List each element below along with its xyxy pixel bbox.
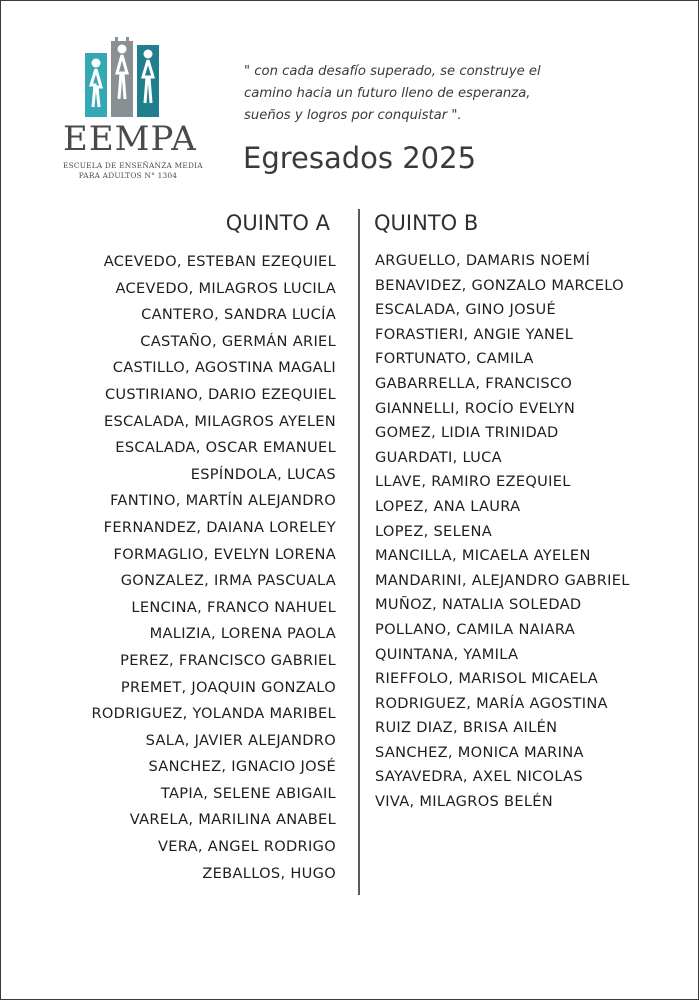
list-item: RODRIGUEZ, MARÍA AGOSTINA [375, 694, 608, 712]
list-item: GUARDATI, LUCA [375, 448, 502, 466]
list-item: LOPEZ, ANA LAURA [375, 497, 521, 515]
page-title: Egresados 2025 [243, 141, 477, 175]
list-item: VARELA, MARILINA ANABEL [129, 811, 336, 829]
list-item: CASTAÑO, GERMÁN ARIEL [140, 332, 336, 350]
list-item: RODRIGUEZ, YOLANDA MARIBEL [91, 705, 336, 723]
list-item: FORTUNATO, CAMILA [375, 350, 534, 368]
list-item: BENAVIDEZ, GONZALO MARCELO [375, 276, 624, 294]
list-item: POLLANO, CAMILA NAIARA [375, 620, 576, 638]
list-item: GOMEZ, LIDIA TRINIDAD [375, 424, 559, 442]
list-item: ESCALADA, OSCAR EMANUEL [115, 439, 336, 457]
list-item: RUIZ DIAZ, BRISA AILÉN [375, 719, 558, 737]
school-logo [63, 37, 203, 187]
list-item: LOPEZ, SELENA [375, 522, 493, 540]
list-item: CANTERO, SANDRA LUCÍA [141, 306, 336, 324]
list-item: PREMET, JOAQUIN GONZALO [120, 678, 336, 696]
logo-subtitle-line1: ESCUELA DE ENSEÑANZA MEDIA [63, 161, 203, 170]
quote-line2: camino hacia un futuro lleno de esperanza, [244, 86, 531, 101]
list-item: GIANNELLI, ROCÍO EVELYN [375, 399, 576, 417]
list-item: RIEFFOLO, MARISOL MICAELA [375, 670, 599, 688]
list-item: MUÑOZ, NATALIA SOLEDAD [375, 596, 582, 614]
list-item: TAPIA, SELENE ABIGAIL [160, 784, 336, 802]
list-item: VERA, ANGEL RODRIGO [157, 838, 336, 856]
list-item: FORASTIERI, ANGIE YANEL [375, 325, 574, 343]
list-item: CASTILLO, AGOSTINA MAGALI [112, 359, 336, 377]
list-item: LLAVE, RAMIRO EZEQUIEL [375, 473, 571, 491]
list-item: GONZALEZ, IRMA PASCUALA [120, 572, 336, 590]
list-item: MANDARINI, ALEJANDRO GABRIEL [375, 571, 630, 589]
quote-line1: " con cada desafío superado, se construye el [244, 64, 541, 79]
list-item: ZEBALLOS, HUGO [202, 864, 336, 882]
quote [244, 61, 564, 127]
list-item: VIVA, MILAGROS BELÉN [375, 793, 554, 811]
column-divider [358, 209, 360, 895]
list-item: SAYAVEDRA, AXEL NICOLAS [375, 768, 583, 786]
list-item: FERNANDEZ, DAIANA LORELEY [103, 518, 336, 536]
list-item: ESCALADA, MILAGROS AYELEN [103, 412, 336, 430]
list-item: QUINTANA, YAMILA [375, 645, 519, 663]
logo-subtitle-line2: PARA ADULTOS N° 1304 [78, 171, 178, 180]
list-item: MALIZIA, LORENA PAOLA [149, 625, 336, 643]
list-item: SANCHEZ, MONICA MARINA [375, 743, 584, 761]
list-item: ACEVEDO, MILAGROS LUCILA [115, 279, 336, 297]
list-item: ESCALADA, GINO JOSUÉ [375, 301, 556, 319]
quote-line3: sueños y logros por conquistar ". [244, 108, 462, 123]
figures-icon [83, 37, 173, 119]
logo-name: EEMPA [63, 119, 197, 159]
list-item: ACEVEDO, ESTEBAN EZEQUIEL [103, 253, 336, 270]
list-item: ESPÍNDOLA, LUCAS [190, 465, 336, 483]
list-item: LENCINA, FRANCO NAHUEL [131, 598, 336, 616]
quinto-a-list [91, 249, 336, 887]
quinto-b-list [375, 249, 630, 815]
list-item: CUSTIRIANO, DARIO EZEQUIEL [104, 385, 336, 403]
quinto-b-heading: QUINTO B [374, 211, 479, 235]
list-item: FORMAGLIO, EVELYN LORENA [113, 545, 336, 563]
list-item: SANCHEZ, IGNACIO JOSÉ [148, 758, 336, 776]
list-item: GABARRELLA, FRANCISCO [375, 374, 573, 392]
list-item: ARGUELLO, DAMARIS NOEMÍ [375, 252, 591, 269]
list-item: MANCILLA, MICAELA AYELEN [375, 547, 591, 565]
list-item: PEREZ, FRANCISCO GABRIEL [120, 651, 336, 669]
quinto-a-heading: QUINTO A [225, 211, 330, 235]
list-item: FANTINO, MARTÍN ALEJANDRO [110, 492, 336, 510]
list-item: SALA, JAVIER ALEJANDRO [145, 731, 336, 749]
